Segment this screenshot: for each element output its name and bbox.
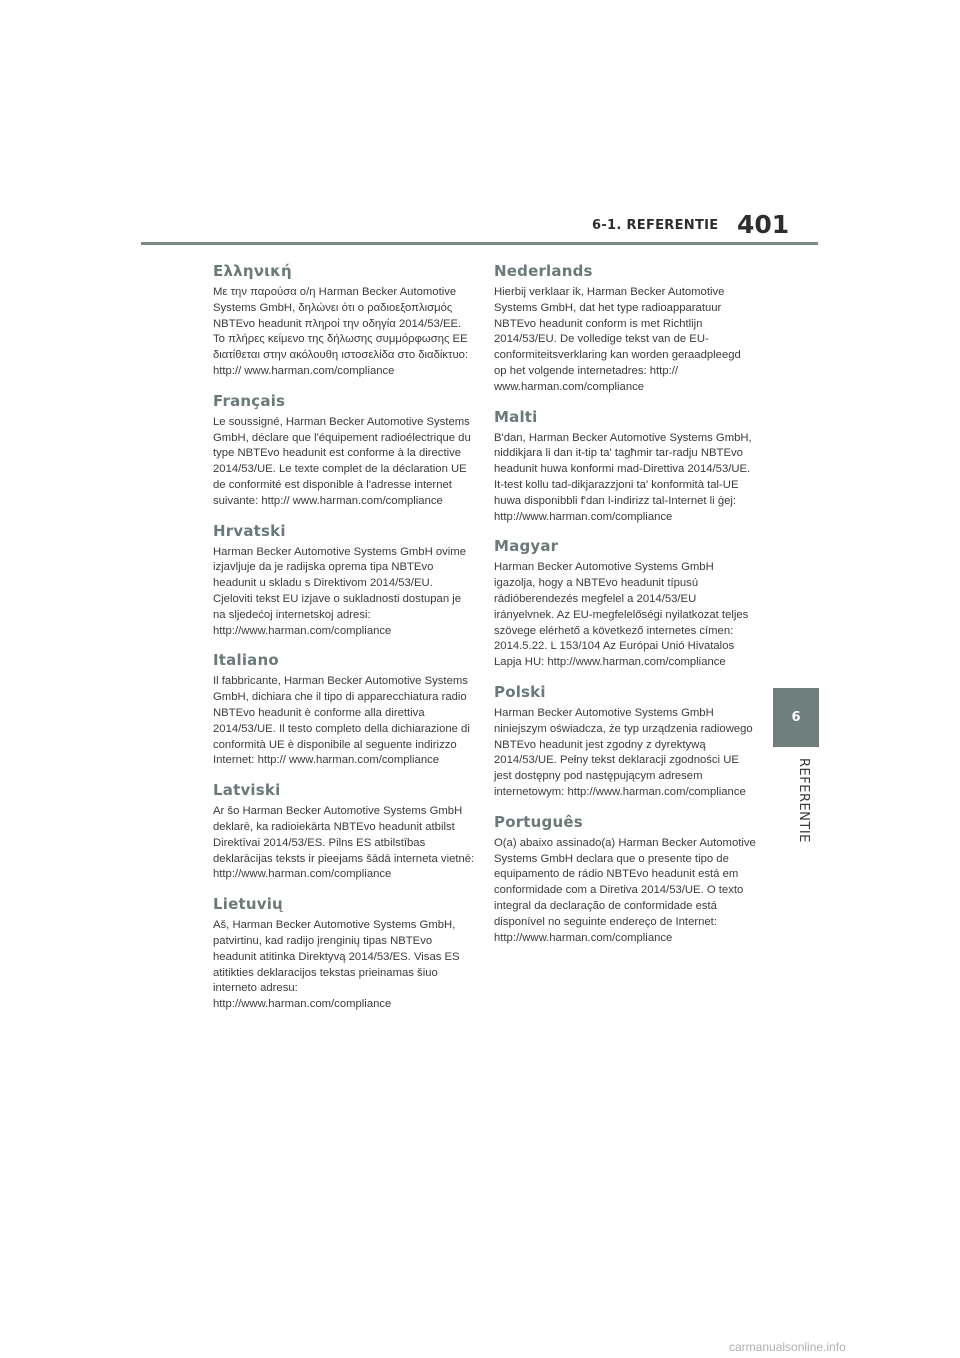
section-dutch bbox=[494, 262, 756, 396]
section-text: Le soussigné, Harman Becker Automotive Systems GmbH, déclare que l'équipement radioélectrique du type NBTEvo headunit est conforme à la directive 2014/53/UE. Le texte complet de la déclaration UE de conformité est disponible à l'adresse internet suivante: http:// www.harman.com/compliance bbox=[213, 415, 471, 507]
section-text: Il fabbricante, Harman Becker Automotive Systems GmbH, dichiara che il tipo di apparecchiatura radio NBTEvo headunit è conforme alla direttiva 2014/53/UE. Il testo completo della dichiarazione di conformità UE è disponibile al seguente indirizzo Internet: http:// www.harman.com/compliance bbox=[213, 675, 470, 767]
section-hungarian bbox=[494, 537, 756, 671]
section-text: Hierbij verklaar ik, Harman Becker Automotive Systems GmbH, dat het type radioapparatuur NBTEvo headunit conform is met Richtlijn 2014/53/EU. De volledige tekst van de EU-conformiteitsverklaring kan worden geraadpleegd op het volgende internetadres: http:// www.harman.com/compliance bbox=[494, 286, 741, 393]
page-number: 401 bbox=[737, 210, 790, 239]
section-heading: Latviski bbox=[213, 781, 281, 800]
section-portuguese bbox=[494, 813, 756, 947]
right-column bbox=[494, 262, 756, 958]
section-text: Harman Becker Automotive Systems GmbH igazolja, hogy a NBTEvo headunit típusú rádióberendezés megfelel a 2014/53/EU irányelvnek. Az EU-megfelelőségi nyilatkozat teljes szövege elérhető a következő internetes címen: 2014.5.22. L 153/104 Az Európai Unió Hivatalos Lapja HU: http://www.harman.com/compliance bbox=[494, 561, 749, 669]
section-heading: Malti bbox=[494, 407, 538, 426]
section-heading: Français bbox=[213, 391, 286, 410]
section-text: Ar šo Harman Becker Automotive Systems GmbH deklarē, ka radioiekārta NBTEvo headunit atbilst Direktīvai 2014/53/ES. Pilns ES atbilstības deklarācijas teksts ir pieejams šādā interneta vietnē: http://www.harman.com/compliance bbox=[213, 805, 475, 881]
left-column bbox=[213, 262, 475, 1025]
section-french bbox=[213, 392, 475, 510]
section-greek bbox=[213, 262, 475, 380]
chapter-tab: 6 bbox=[773, 688, 819, 747]
section-heading: Nederlands bbox=[494, 262, 593, 280]
section-text: O(a) abaixo assinado(a) Harman Becker Automotive Systems GmbH declara que o presente tipo de equipamento de rádio NBTEvo headunit está em conformidade com a Diretiva 2014/53/UE. O texto integral da declaração de conformidade está disponível no seguinte endereço de Internet: http://www.harman.com/compliance bbox=[494, 836, 756, 944]
section-italian bbox=[213, 651, 475, 769]
section-text: Με την παρούσα ο/η Harman Becker Automotive Systems GmbH, δηλώνει ότι ο ραδιοεξοπλισμός NBTEvo headunit πληροί την οδηγία 2014/53/ΕΕ. Το πλήρες κείμενο της δήλωσης συμμόρφωσης ΕΕ διατίθεται στην ακόλουθη ιστοσελίδα στο διαδίκτυο: http:// www.harman.com/compliance bbox=[213, 286, 469, 377]
section-croatian bbox=[213, 522, 475, 640]
header-divider bbox=[141, 242, 818, 245]
running-header-title: 6-1. REFERENTIE bbox=[592, 218, 719, 233]
section-latvian bbox=[213, 781, 475, 883]
section-text: Harman Becker Automotive Systems GmbH ovime izjavljuje da je radijska oprema tipa NBTEvo headunit u skladu s Direktivom 2014/53/EU. Cjeloviti tekst EU izjave o sukladnosti dostupan je na sljedećoj internetskoj adresi: http://www.harman.com/compliance bbox=[213, 545, 467, 637]
section-heading: Lietuvių bbox=[213, 895, 283, 914]
section-text: Aš, Harman Becker Automotive Systems GmbH, patvirtinu, kad radijo įrenginių tipas NBTEvo headunit atitinka Direktyvą 2014/53/ES. Visas ES atitikties deklaracijos tekstas prieinamas šiuo interneto adresu: http://www.harman.com/compliance bbox=[213, 919, 460, 1011]
section-text: Harman Becker Automotive Systems GmbH niniejszym oświadcza, że typ urządzenia radiowego NBTEvo headunit jest zgodny z dyrektywą 2014/53/UE. Pełny tekst deklaracji zgodności UE jest dostępny pod następującym adresem internetowym: http://www.harman.com/compliance bbox=[494, 706, 753, 798]
section-heading: Ελληνική bbox=[213, 262, 292, 280]
chapter-side-label: REFERENTIE bbox=[796, 758, 811, 843]
section-maltese bbox=[494, 408, 756, 526]
section-heading: Italiano bbox=[213, 651, 279, 670]
section-text: B'dan, Harman Becker Automotive Systems GmbH, niddikjara li dan it-tip ta' tagħmir tar-radju NBTEvo headunit huwa konformi mad-Direttiva 2014/53/UE. It-test kollu tad-dikjarazzjoni ta' konformità tal-UE huwa disponibbli f'dan l-indirizz tal-Internet li ġej: http://www.harman.com/compliance bbox=[494, 431, 752, 523]
section-heading: Português bbox=[494, 812, 583, 831]
section-heading: Magyar bbox=[494, 537, 559, 556]
footer-watermark: carmanualsonline.info bbox=[729, 1340, 846, 1354]
section-heading: Hrvatski bbox=[213, 521, 286, 540]
section-lithuanian bbox=[213, 895, 475, 1013]
section-polish bbox=[494, 683, 756, 801]
section-heading: Polski bbox=[494, 682, 546, 701]
